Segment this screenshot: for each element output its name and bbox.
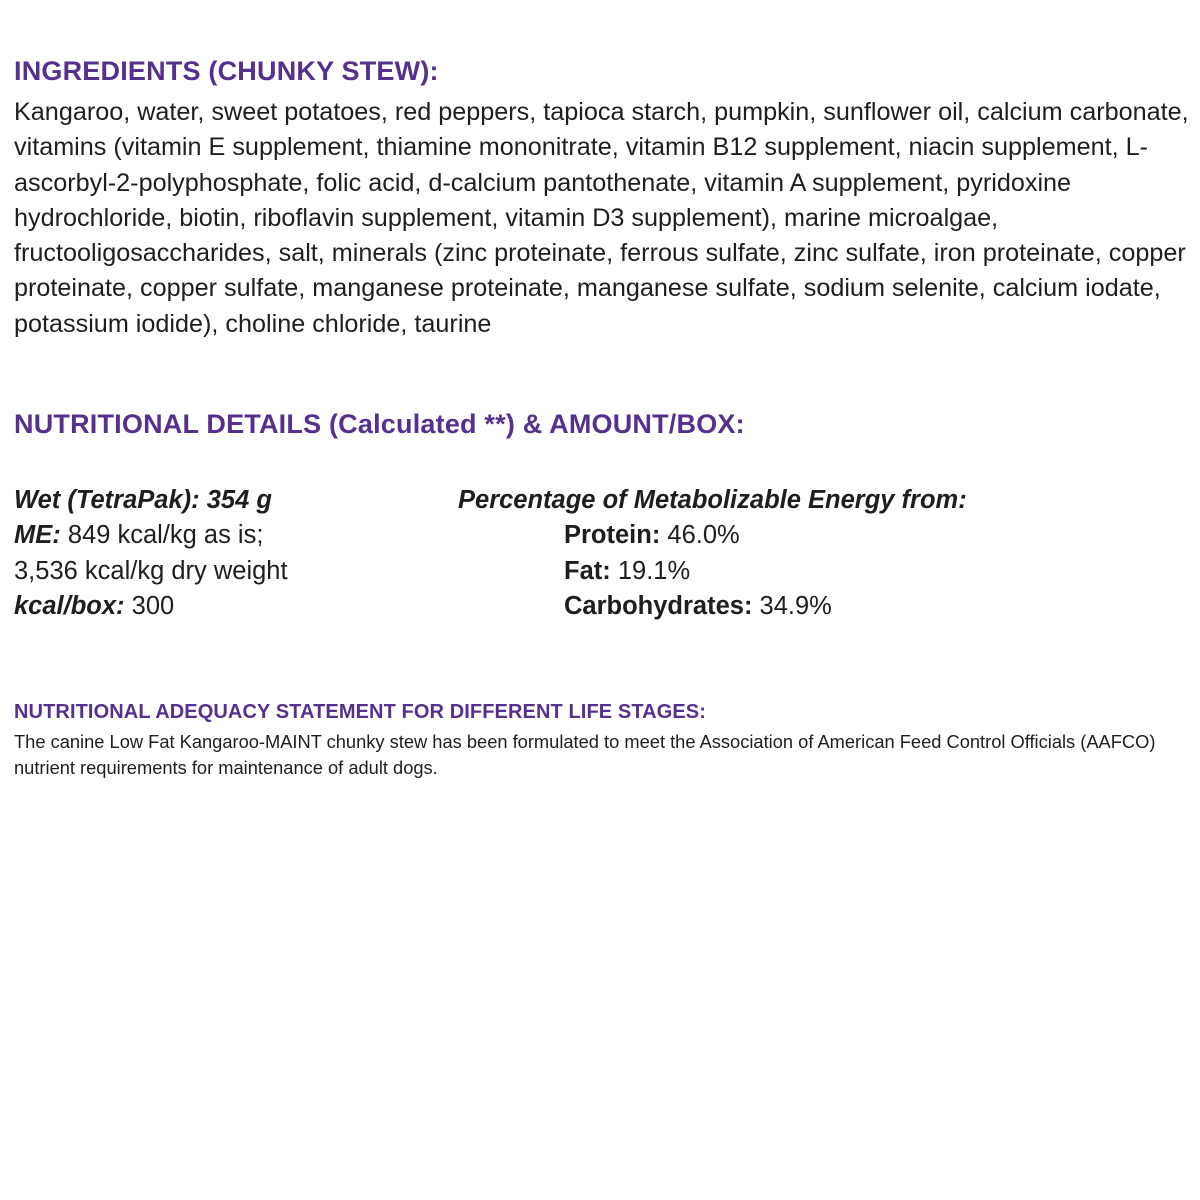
me-line: [14, 520, 263, 550]
carbohydrates-label: Carbohydrates:: [564, 592, 753, 620]
nutritional-details-heading: NUTRITIONAL DETAILS (Calculated **) & AMOUNT/BOX:: [14, 409, 745, 439]
protein-value: 46.0%: [660, 521, 740, 549]
fat-line: [564, 556, 690, 586]
metabolizable-energy-heading: Percentage of Metabolizable Energy from:: [458, 486, 967, 514]
protein-label: Protein:: [564, 521, 661, 549]
adequacy-statement-heading: NUTRITIONAL ADEQUACY STATEMENT FOR DIFFERENT LIFE STAGES:: [14, 701, 706, 723]
ingredients-heading: INGREDIENTS (CHUNKY STEW):: [14, 56, 439, 86]
adequacy-statement-text: The canine Low Fat Kangaroo-MAINT chunky stew has been formulated to meet the Association of American Feed Control Officials (AAFCO) nutrient requirements for maintenance of adult dogs.: [14, 731, 1156, 778]
fat-value: 19.1%: [610, 557, 691, 585]
fat-label: Fat:: [564, 557, 611, 585]
dry-weight-energy: 3,536 kcal/kg dry weight: [14, 557, 288, 585]
me-label: ME:: [14, 521, 61, 549]
ingredients-list: Kangaroo, water, sweet potatoes, red peppers, tapioca starch, pumpkin, sunflower oil, calcium carbonate, vitamins (vitamin E supplement, thiamine mononitrate, vitamin B12 supplement, niacin supplement, L-ascorbyl-2-polyphosphate, folic acid, d-calcium pantothenate, vitamin A supplement, pyridoxine hydrochloride, biotin, riboflavin supplement, vitamin D3 supplement), marine microalgae, fructooligosaccharides, salt, minerals (zinc proteinate, ferrous sulfate, zinc sulfate, iron proteinate, copper proteinate, copper sulfate, manganese proteinate, manganese sulfate, sodium selenite, calcium iodate, potassium iodide), choline chloride, taurine: [14, 98, 1189, 338]
kcal-per-box-label: kcal/box:: [14, 592, 125, 620]
me-value: 849 kcal/kg as is;: [60, 521, 264, 549]
wet-tetrapak-weight: Wet (TetraPak): 354 g: [14, 486, 272, 514]
kcal-per-box-value: 300: [124, 592, 175, 620]
protein-line: [564, 520, 740, 550]
carbohydrates-value: 34.9%: [752, 592, 832, 620]
kcal-per-box-line: [14, 591, 174, 621]
carbohydrates-line: [564, 591, 832, 621]
